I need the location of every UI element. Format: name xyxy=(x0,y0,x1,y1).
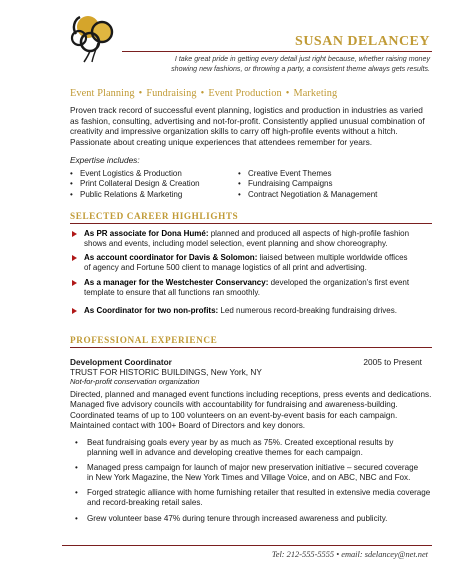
achievement-text: and record-breaking retail sales. xyxy=(87,498,203,508)
highlight-role: As Coordinator for two non-profits: xyxy=(84,306,219,315)
specialty: Event Production xyxy=(208,88,282,99)
achievement-text: in New York Magazine, the New York Times and Village Voice, and on ABC, NBC and Fox. xyxy=(87,473,411,483)
highlight-role: As a manager for the Westchester Conservancy: xyxy=(84,278,269,287)
achievement-text: Forged strategic alliance with home furnishing retailer that resulted in extensive media coverage xyxy=(87,488,431,497)
specialty: Event Planning xyxy=(70,88,135,99)
footer-divider xyxy=(62,545,432,546)
expertise-text: Fundraising Campaigns xyxy=(248,179,333,189)
achievement-text: Beat fundraising goals every year by as much as 75%. Created exceptional results by xyxy=(87,438,394,447)
expertise-item xyxy=(70,179,200,189)
job-summary-line: Managed five advisory councils with accountability for fundraising and awareness-building. xyxy=(70,400,398,410)
achievement-item xyxy=(70,488,430,509)
expertise-item xyxy=(238,179,377,189)
job-dates: 2005 to Present xyxy=(363,357,422,367)
highlight-text: template to ensure that all functions ran smoothly. xyxy=(84,288,260,298)
achievement-item xyxy=(70,438,393,459)
quote-line: showing new fashions, or throwing a party, a consistent theme always gets results. xyxy=(171,64,430,73)
highlight-role: As PR associate for Dona Humé: xyxy=(84,229,209,238)
employer-description: Not-for-profit conservation organization xyxy=(70,377,200,386)
quote-line: I take great pride in getting every detail just right because, whether raising money xyxy=(174,55,430,63)
employer-name: TRUST FOR HISTORIC BUILDINGS, New York, NY xyxy=(70,367,262,377)
specialty-separator: • xyxy=(200,88,205,99)
arrow-bullet-icon xyxy=(72,231,77,237)
highlight-text: shows and events, including model selection, event planning and show choreography. xyxy=(84,239,388,249)
highlight-text: of agency and Fortune 500 client to manage logistics of all print and advertising. xyxy=(84,263,367,273)
profile-summary xyxy=(70,105,430,147)
expertise-label: Expertise includes: xyxy=(70,155,140,165)
specialty-separator: • xyxy=(285,88,290,99)
bullet-icon: • xyxy=(238,189,241,199)
expertise-item xyxy=(238,169,377,179)
highlight-text: developed the organization's first event xyxy=(268,278,410,287)
expertise-list-left xyxy=(70,169,200,200)
candidate-name: SUSAN DELANCEY xyxy=(295,34,430,49)
bullet-icon: • xyxy=(238,179,241,189)
highlight-text: planned and produced all aspects of high-profile fashion xyxy=(208,229,410,238)
expertise-list-right xyxy=(238,169,377,200)
expertise-text: Print Collateral Design & Creation xyxy=(80,179,200,189)
bullet-icon: • xyxy=(238,169,241,178)
bullet-icon: • xyxy=(70,189,73,199)
highlight-text: Led numerous record-breaking fundraising drives. xyxy=(218,306,397,315)
highlight-text: liaised between multiple worldwide offices xyxy=(257,253,408,262)
expertise-item xyxy=(238,190,377,200)
bullet-icon: • xyxy=(75,438,78,447)
achievement-text: Managed press campaign for launch of major new preservation initiative – secured coverage xyxy=(87,463,419,472)
arrow-bullet-icon xyxy=(72,255,77,261)
summary-line: as fashion, consulting, advertising and not-for-profit. Consistently applied unusual combination of xyxy=(70,115,425,126)
expertise-item xyxy=(70,190,200,200)
job-summary xyxy=(70,390,431,431)
job-summary-line: Coordinated teams of up to 100 volunteers on an event-by-event basis for each campaign. xyxy=(70,410,398,420)
job-summary-line: Directed, planned and managed event functions including receptions, press events and dedications. xyxy=(70,390,432,399)
summary-line: Proven track record of successful event planning, logistics and production in industries as varied xyxy=(70,105,423,115)
section-heading-experience: PROFESSIONAL EXPERIENCE xyxy=(70,335,218,345)
expertise-text: Public Relations & Marketing xyxy=(80,189,183,199)
expertise-text: Creative Event Themes xyxy=(248,169,332,178)
highlight-item xyxy=(70,306,440,316)
achievement-text: Grew volunteer base 47% during tenure through increased awareness and publicity. xyxy=(87,514,388,523)
bullet-icon: • xyxy=(70,169,73,178)
bullet-icon: • xyxy=(75,463,78,472)
bullet-icon: • xyxy=(70,179,73,189)
personal-quote xyxy=(130,55,430,74)
summary-line: Passionate about creating unique experiences that attendees remember for years. xyxy=(70,136,373,147)
job-title: Development Coordinator xyxy=(70,357,172,367)
bullet-icon: • xyxy=(75,488,78,497)
highlight-role: As account coordinator for Davis & Solomon: xyxy=(84,253,258,262)
specialty: Marketing xyxy=(293,88,338,99)
achievement-text: planning well in advance and developing creative themes for each campaign. xyxy=(87,448,363,458)
highlight-item xyxy=(70,253,440,274)
highlight-item xyxy=(70,278,440,299)
expertise-text: Event Logistics & Production xyxy=(80,169,182,178)
achievement-item xyxy=(70,463,418,484)
expertise-text: Contract Negotiation & Management xyxy=(248,189,378,199)
specialty-separator: • xyxy=(138,88,143,99)
highlight-item xyxy=(70,229,440,250)
specialties-line xyxy=(70,88,337,99)
section-divider xyxy=(70,347,432,348)
section-heading-highlights: SELECTED CAREER HIGHLIGHTS xyxy=(70,211,239,221)
contact-info: Tel: 212-555-5555 • email: sdelancey@net.net xyxy=(271,550,428,559)
arrow-bullet-icon xyxy=(72,280,77,286)
bullet-icon: • xyxy=(75,514,78,523)
job-summary-line: Maintained contact with 100+ Board of Directors and key donors. xyxy=(70,420,306,430)
expertise-item xyxy=(70,169,200,179)
specialty: Fundraising xyxy=(146,88,197,99)
arrow-bullet-icon xyxy=(72,308,77,314)
section-divider xyxy=(70,223,432,224)
summary-line: creativity and impressive organization skills to carry off high-profile events without a hitch. xyxy=(70,126,398,137)
balloon-flower-logo xyxy=(66,10,120,64)
header-divider xyxy=(122,51,432,52)
achievement-item xyxy=(70,514,387,524)
